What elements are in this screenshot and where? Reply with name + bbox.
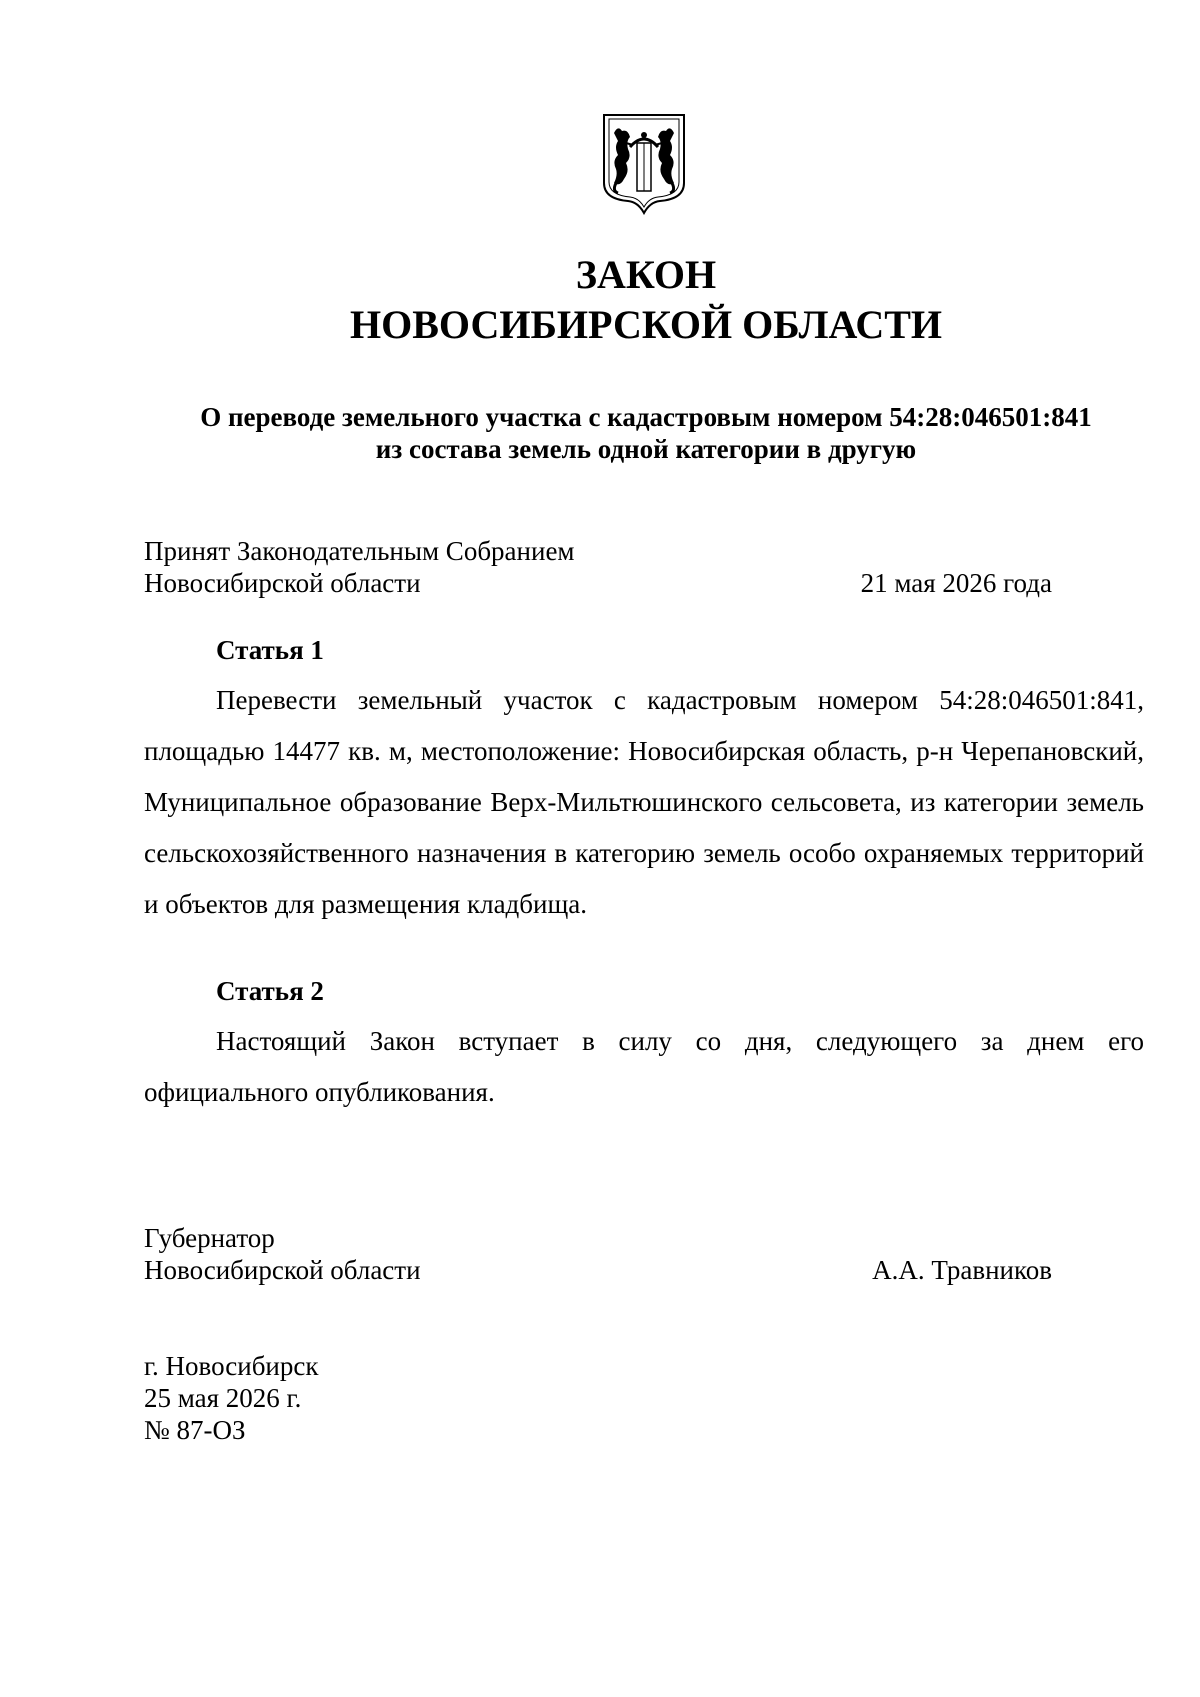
document-footer	[144, 1350, 319, 1446]
article-1-heading: Статья 1	[216, 635, 324, 665]
adoption-date: 21 мая 2026 года	[860, 568, 1052, 598]
footer-city: г. Новосибирск	[144, 1351, 319, 1381]
article-2-heading: Статья 2	[216, 976, 324, 1006]
signature-position-line-2: Новосибирской области	[144, 1255, 421, 1285]
adoption-line-1: Принят Законодательным Собранием	[144, 536, 575, 566]
footer-date: 25 мая 2026 г.	[144, 1383, 302, 1413]
adoption-info	[144, 535, 575, 599]
document-subtitle	[0, 401, 1200, 465]
signature-name: А.А. Травников	[872, 1255, 1052, 1285]
adoption-line-2: Новосибирской области	[144, 568, 421, 598]
article-2-text: Настоящий Закон вступает в силу со дня, следующего за днем его официального опубликования.	[144, 1026, 1144, 1107]
title-line-1: ЗАКОН	[575, 252, 717, 297]
article-1-text: Перевести земельный участок с кадастровым номером 54:28:046501:841, площадью 14477 кв. м, местоположение: Новосибирская область, р-н Черепановский, Муниципальное образование Верх-Мильтюшинского сельсовета, из категории земель сельскохозяйственного назначения в категорию земель особо охраняемых территорий и объектов для размещения кладбища.	[144, 685, 1144, 919]
signature-position-line-1: Губернатор	[144, 1223, 275, 1253]
subtitle-line-2: из состава земель одной категории в другую	[375, 434, 917, 464]
document-title	[0, 250, 1200, 350]
signature-position	[144, 1222, 421, 1286]
coat-of-arms-icon	[600, 113, 688, 215]
subtitle-line-1: О переводе земельного участка с кадастровым номером 54:28:046501:841	[200, 402, 1092, 432]
footer-number: № 87-ОЗ	[144, 1415, 246, 1445]
title-line-2: НОВОСИБИРСКОЙ ОБЛАСТИ	[349, 302, 943, 347]
